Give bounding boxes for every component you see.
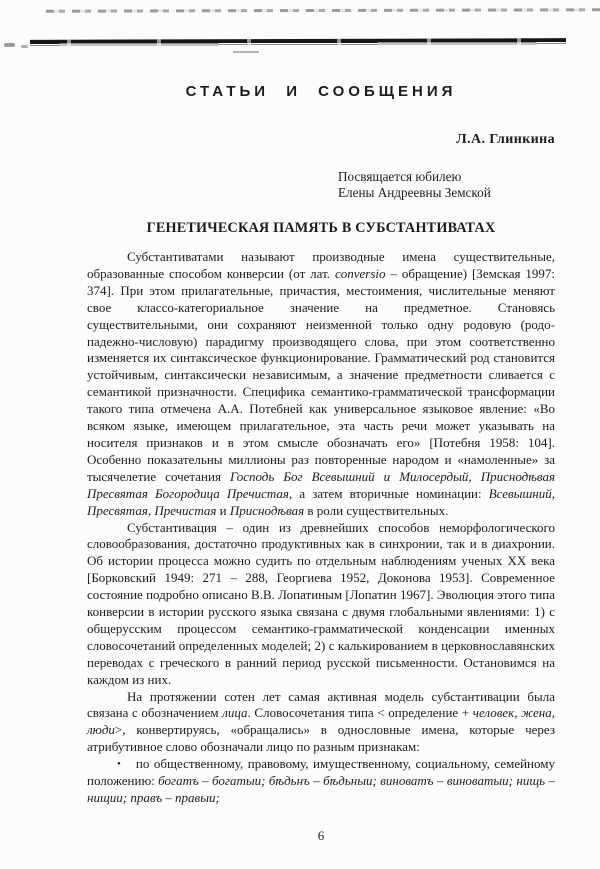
text-run: . Словосочетания типа < определение + <box>247 705 473 721</box>
article-body <box>87 249 555 807</box>
italic-text-run: богатъ – богатыи; бѣдьнъ – бѣдьныи; виноватъ – виноватыи; нищь – нищии; правъ – правыи; <box>87 773 555 805</box>
body-paragraph <box>87 520 555 689</box>
italic-text-run: Всевышний, Пресвятая, Пречистая <box>87 485 556 518</box>
scan-artifact-speck <box>4 43 15 47</box>
text-column <box>87 0 555 807</box>
author-name: Л.А. Глинкина <box>456 132 555 147</box>
body-paragraph <box>87 689 555 757</box>
italic-text-run: Господь Бог Всевышний и Милосердый, Приснодѣвая Пресвятая Богородица Пречистая <box>87 468 555 501</box>
italic-text-run: человек, жена, люди <box>87 705 556 738</box>
text-run: в роли существительных. <box>304 502 449 518</box>
italic-text-run: conversio <box>334 265 386 281</box>
article-title: ГЕНЕТИЧЕСКАЯ ПАМЯТЬ В СУБСТАНТИВАТАХ <box>146 220 496 236</box>
bullet-marker: • <box>117 758 121 771</box>
dedication-line-1: Посвящается юбилею <box>338 169 462 184</box>
italic-text-run: Приснодѣвая <box>229 502 305 518</box>
page-number: 6 <box>317 828 325 843</box>
text-run: – обращение) [Земская 1997: 374]. При этом прилагательные, причастия, местоимения, числительные меняют свое классо-категориальное значение на предметное. Становясь существительными, они сохраняют неизменной только одну родовую (родо-падежно-числовую) парадигму производящего слова, при этом соответственно изменяется их синтаксическое функционирование. Грамматический род становится устойчивым, синтаксически независимым, а значение предметности сливается с семантикой призначности. Специфика семантико-грамматической трансформации такого типа отмечена А.А. Потебней как универсальное языковое явление: «Во всяком языке, имеющем прилагательное, эта часть речи может указывать на носителя признаков и в этом смысле обозначать его» [Потебня 1958: 104]. Особенно показательны миллионы раз повторенные народом и «намоленные» за тысячелетие сочетания <box>87 265 555 484</box>
italic-text-run: лица <box>222 705 248 721</box>
scan-artifact-speck <box>21 45 28 48</box>
text-run: по общественному, правовому, имущественному, социальному, семейному положению: <box>87 756 555 789</box>
dedication-line-2: Елены Андреевны Земской <box>338 185 491 200</box>
text-run: Субстантивация – один из древнейших способов неморфологического словообразования, достаточно продуктивных как в синхронии, так и в диахронии. Об истории процесса можно судить по отдельным наблюдениям ученых XX века [Борковский 1949: 271 – 288, Георгиева 1952, Доконова 1953]. Современное состояние подробно описано В.В. Лопатиным [Лопатин 1967]. Эволюция этого типа конверсии в истории русского языка связана с двумя глобальными явлениями: 1) с общерусским процессом семантико-грамматической конденсации именных словосочетаний определенных моделей; 2) с калькированием в церковнославянских переводах с греческого в ранний период русской письменности. Остановимся на каждом из них. <box>87 519 555 687</box>
text-run: , а затем вторичные номинации: <box>288 485 489 501</box>
section-masthead: СТАТЬИ И СООБЩЕНИЯ <box>185 83 457 100</box>
text-run: и <box>216 502 230 518</box>
text-run: На протяжении сотен лет самая активная модель субстантивации была связана с обозначением <box>87 688 555 721</box>
text-run: Субстантиватами называют производные имена существительные, образованные способом конверсии (от лат. <box>87 249 555 281</box>
bullet-paragraph <box>87 756 555 807</box>
text-run: >, конвертируясь, «обращались» в однословные имена, которые через атрибутивное слово обозначали лицо по разным признакам: <box>87 722 555 755</box>
dedication-block <box>338 169 555 201</box>
body-paragraph <box>87 249 555 520</box>
